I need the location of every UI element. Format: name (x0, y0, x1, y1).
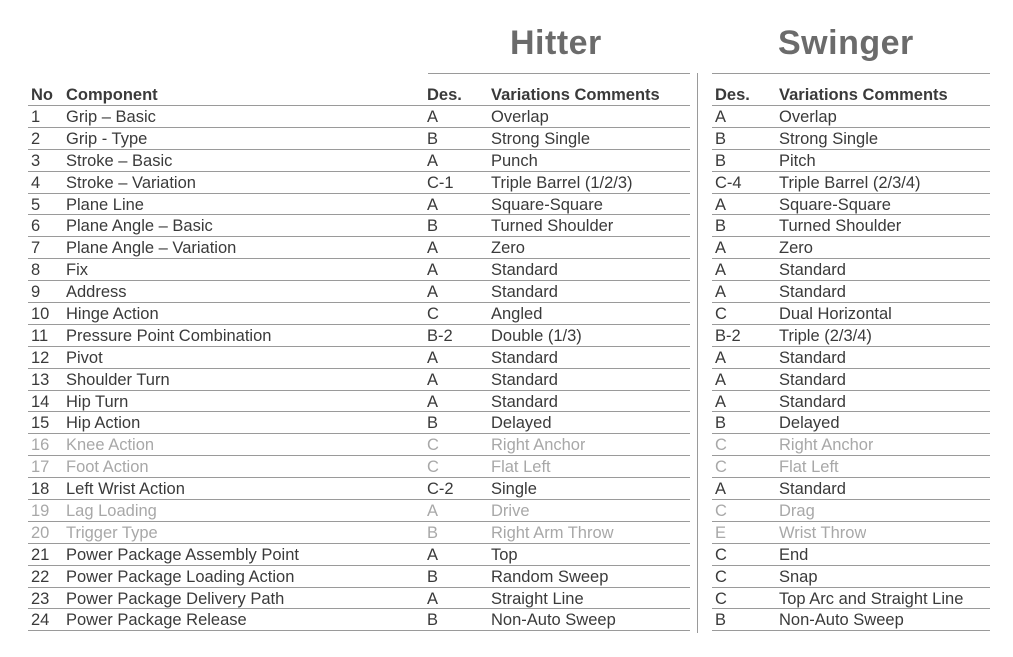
hitter-table-row (28, 500, 690, 522)
swinger-header-row (712, 84, 990, 106)
hitter-designation: B-2 (427, 326, 453, 345)
swinger-table-row (712, 215, 990, 237)
swinger-table-row (712, 456, 990, 478)
swinger-table-row (712, 303, 990, 325)
hitter-designation: A (427, 108, 439, 126)
hitter-table-row (28, 522, 690, 544)
component-name: Stroke – Basic (66, 151, 173, 170)
hitter-table-row (28, 609, 690, 631)
swinger-variation: Standard (779, 283, 846, 302)
hitter-designation: C (427, 458, 439, 477)
component-name: Pivot (66, 348, 103, 367)
component-name: Hip Turn (66, 392, 129, 411)
hitter-designation: A (427, 370, 439, 389)
component-name: Trigger Type (66, 523, 158, 542)
hitter-designation: A (427, 545, 439, 564)
component-name: Knee Action (66, 436, 155, 455)
swinger-designation: B (715, 611, 727, 630)
component-name: Pressure Point Combination (66, 326, 272, 345)
hitter-designation: A (427, 261, 439, 280)
row-number: 7 (31, 239, 41, 258)
row-number: 6 (31, 217, 41, 236)
row-number: 15 (31, 414, 50, 433)
swinger-designation: B (715, 129, 727, 148)
hitter-variation: Single (491, 480, 537, 499)
component-name: Power Package Delivery Path (66, 589, 285, 608)
hitter-designation: B (427, 217, 439, 236)
swinger-designation: A (715, 348, 727, 367)
swinger-table-row (712, 281, 990, 303)
swinger-table-row (712, 391, 990, 413)
swinger-table-row (712, 347, 990, 369)
component-name: Plane Angle – Basic (66, 217, 213, 236)
hitter-variation: Turned Shoulder (491, 217, 614, 236)
row-number: 14 (31, 392, 50, 411)
hitter-table-row (28, 215, 690, 237)
swinger-designation: A (715, 239, 727, 258)
swinger-table-row (712, 434, 990, 456)
swinger-designation: E (715, 523, 727, 542)
swinger-variation: Snap (779, 567, 818, 586)
row-number: 17 (31, 458, 50, 477)
component-name: Plane Line (66, 195, 144, 214)
component-name: Power Package Release (66, 611, 247, 630)
swinger-designation: A (715, 108, 727, 126)
swinger-table-row (712, 478, 990, 500)
hitter-table-row (28, 106, 690, 128)
row-number: 12 (31, 348, 50, 367)
swinger-designation: A (715, 370, 727, 389)
row-number: 19 (31, 502, 50, 521)
swinger-table-row (712, 194, 990, 216)
hitter-header-row (28, 84, 690, 106)
swinger-title: Swinger (778, 24, 914, 62)
swinger-variation: Overlap (779, 108, 837, 126)
swinger-designation: B (715, 414, 727, 433)
hitter-variation: Strong Single (491, 129, 591, 148)
hitter-table-row (28, 434, 690, 456)
component-name: Fix (66, 261, 88, 280)
component-name: Address (66, 283, 127, 302)
swinger-designation: C (715, 502, 727, 521)
swinger-table-row (712, 609, 990, 631)
hitter-designation: A (427, 348, 439, 367)
hitter-table-row (28, 325, 690, 347)
swinger-table-row (712, 150, 990, 172)
hitter-table-row (28, 303, 690, 325)
hitter-variation: Random Sweep (491, 567, 609, 586)
hitter-designation: A (427, 589, 439, 608)
row-number: 24 (31, 611, 50, 630)
row-number: 8 (31, 261, 41, 280)
hitter-variation: Delayed (491, 414, 552, 433)
hitter-designation: B (427, 414, 439, 433)
hitter-des-header: Des. (427, 86, 462, 104)
component-name: Grip – Basic (66, 108, 156, 126)
hitter-variation: Top (491, 545, 518, 564)
component-name: Grip - Type (66, 129, 148, 148)
component-name: Hinge Action (66, 305, 159, 324)
hitter-variation: Right Anchor (491, 436, 586, 455)
swinger-table-row (712, 544, 990, 566)
hitter-table-row (28, 369, 690, 391)
swinger-des-header: Des. (715, 86, 750, 104)
row-number: 11 (31, 326, 49, 345)
no-header: No (31, 86, 53, 104)
hitter-top-rule (428, 73, 690, 74)
row-number: 2 (31, 129, 41, 148)
swinger-variation: End (779, 545, 809, 564)
hitter-variation: Standard (491, 370, 558, 389)
swinger-variation: Triple (2/3/4) (779, 326, 872, 345)
swinger-table-row (712, 259, 990, 281)
swinger-designation: C-4 (715, 173, 742, 192)
hitter-table-row (28, 194, 690, 216)
swinger-designation: B (715, 151, 727, 170)
component-name: Stroke – Variation (66, 173, 196, 192)
swinger-variation: Drag (779, 502, 815, 521)
swinger-designation: A (715, 392, 727, 411)
swinger-variation: Triple Barrel (2/3/4) (779, 173, 921, 192)
swinger-variations-header: Variations Comments (779, 86, 948, 104)
row-number: 1 (31, 108, 41, 126)
swinger-designation: B-2 (715, 326, 741, 345)
hitter-variation: Straight Line (491, 589, 584, 608)
hitter-variation: Angled (491, 305, 543, 324)
swinger-designation: A (715, 261, 727, 280)
swinger-variation: Standard (779, 348, 846, 367)
component-name: Plane Angle – Variation (66, 239, 237, 258)
hitter-variation: Triple Barrel (1/2/3) (491, 173, 633, 192)
hitter-designation: A (427, 283, 439, 302)
swinger-variation: Standard (779, 480, 846, 499)
swinger-table-row (712, 172, 990, 194)
hitter-designation: A (427, 239, 439, 258)
component-name: Power Package Assembly Point (66, 545, 299, 564)
hitter-variations-header: Variations Comments (491, 86, 660, 104)
hitter-variation: Flat Left (491, 458, 551, 477)
swinger-table-row (712, 237, 990, 259)
hitter-table (28, 84, 690, 631)
swinger-table (712, 84, 990, 631)
component-name: Lag Loading (66, 502, 157, 521)
hitter-variation: Standard (491, 283, 558, 302)
swinger-table-row (712, 522, 990, 544)
hitter-table-row (28, 391, 690, 413)
hitter-variation: Non-Auto Sweep (491, 611, 616, 630)
row-number: 3 (31, 151, 41, 170)
swinger-table-row (712, 325, 990, 347)
swinger-variation: Zero (779, 239, 813, 258)
hitter-table-row (28, 588, 690, 610)
component-name: Foot Action (66, 458, 149, 477)
swinger-designation: C (715, 305, 727, 324)
swinger-variation: Top Arc and Straight Line (779, 589, 964, 608)
hitter-variation: Square-Square (491, 195, 603, 214)
row-number: 22 (31, 567, 50, 586)
swinger-designation: B (715, 217, 727, 236)
swinger-variation: Delayed (779, 414, 840, 433)
hitter-designation: C (427, 436, 439, 455)
swinger-variation: Flat Left (779, 458, 839, 477)
swinger-designation: C (715, 545, 727, 564)
hitter-designation: C (427, 305, 439, 324)
swinger-variation: Wrist Throw (779, 523, 867, 542)
swinger-top-rule (712, 73, 990, 74)
row-number: 16 (31, 436, 50, 455)
swinger-designation: C (715, 567, 727, 586)
swinger-variation: Standard (779, 392, 846, 411)
hitter-table-row (28, 172, 690, 194)
hitter-designation: A (427, 392, 439, 411)
hitter-table-row (28, 259, 690, 281)
hitter-variation: Zero (491, 239, 525, 258)
swinger-table-row (712, 588, 990, 610)
swinger-table-row (712, 566, 990, 588)
row-number: 20 (31, 523, 50, 542)
hitter-designation: A (427, 151, 439, 170)
hitter-table-row (28, 150, 690, 172)
swinger-table-row (712, 106, 990, 128)
row-number: 21 (31, 545, 50, 564)
row-number: 23 (31, 589, 50, 608)
swinger-designation: C (715, 589, 727, 608)
swinger-designation: C (715, 458, 727, 477)
component-name: Shoulder Turn (66, 370, 170, 389)
hitter-table-row (28, 478, 690, 500)
hitter-table-row (28, 347, 690, 369)
hitter-table-row (28, 544, 690, 566)
swinger-designation: C (715, 436, 727, 455)
swinger-variation: Turned Shoulder (779, 217, 902, 236)
hitter-table-row (28, 281, 690, 303)
component-name: Left Wrist Action (66, 480, 185, 499)
hitter-table-row (28, 566, 690, 588)
swinger-table-row (712, 369, 990, 391)
swinger-designation: A (715, 195, 727, 214)
hitter-designation: A (427, 502, 439, 521)
hitter-variation: Standard (491, 261, 558, 280)
swinger-table-row (712, 500, 990, 522)
swinger-variation: Dual Horizontal (779, 305, 892, 324)
hitter-designation: B (427, 567, 439, 586)
swinger-designation: A (715, 480, 727, 499)
hitter-variation: Drive (491, 502, 530, 521)
component-name: Power Package Loading Action (66, 567, 295, 586)
hitter-variation: Standard (491, 392, 558, 411)
hitter-designation: C-2 (427, 480, 454, 499)
hitter-variation: Standard (491, 348, 558, 367)
row-number: 4 (31, 173, 41, 192)
row-number: 10 (31, 305, 50, 324)
column-separator (697, 73, 698, 633)
row-number: 5 (31, 195, 41, 214)
row-number: 18 (31, 480, 50, 499)
hitter-variation: Overlap (491, 108, 549, 126)
swinger-variation: Square-Square (779, 195, 891, 214)
swinger-variation: Right Anchor (779, 436, 874, 455)
component-header: Component (66, 86, 158, 104)
swinger-variation: Strong Single (779, 129, 879, 148)
hitter-variation: Right Arm Throw (491, 523, 614, 542)
hitter-table-row (28, 128, 690, 150)
hitter-table-row (28, 456, 690, 478)
hitter-designation: B (427, 611, 439, 630)
hitter-title: Hitter (510, 24, 602, 62)
swinger-table-row (712, 412, 990, 434)
swinger-variation: Standard (779, 261, 846, 280)
swinger-variation: Standard (779, 370, 846, 389)
hitter-designation: B (427, 129, 439, 148)
hitter-designation: B (427, 523, 439, 542)
hitter-variation: Double (1/3) (491, 326, 582, 345)
swinger-variation: Non-Auto Sweep (779, 611, 904, 630)
hitter-table-row (28, 237, 690, 259)
row-number: 13 (31, 370, 50, 389)
hitter-designation: C-1 (427, 173, 454, 192)
swinger-designation: A (715, 283, 727, 302)
swinger-table-row (712, 128, 990, 150)
hitter-variation: Punch (491, 151, 538, 170)
component-name: Hip Action (66, 414, 141, 433)
hitter-designation: A (427, 195, 439, 214)
row-number: 9 (31, 283, 41, 302)
swinger-variation: Pitch (779, 151, 816, 170)
hitter-table-row (28, 412, 690, 434)
